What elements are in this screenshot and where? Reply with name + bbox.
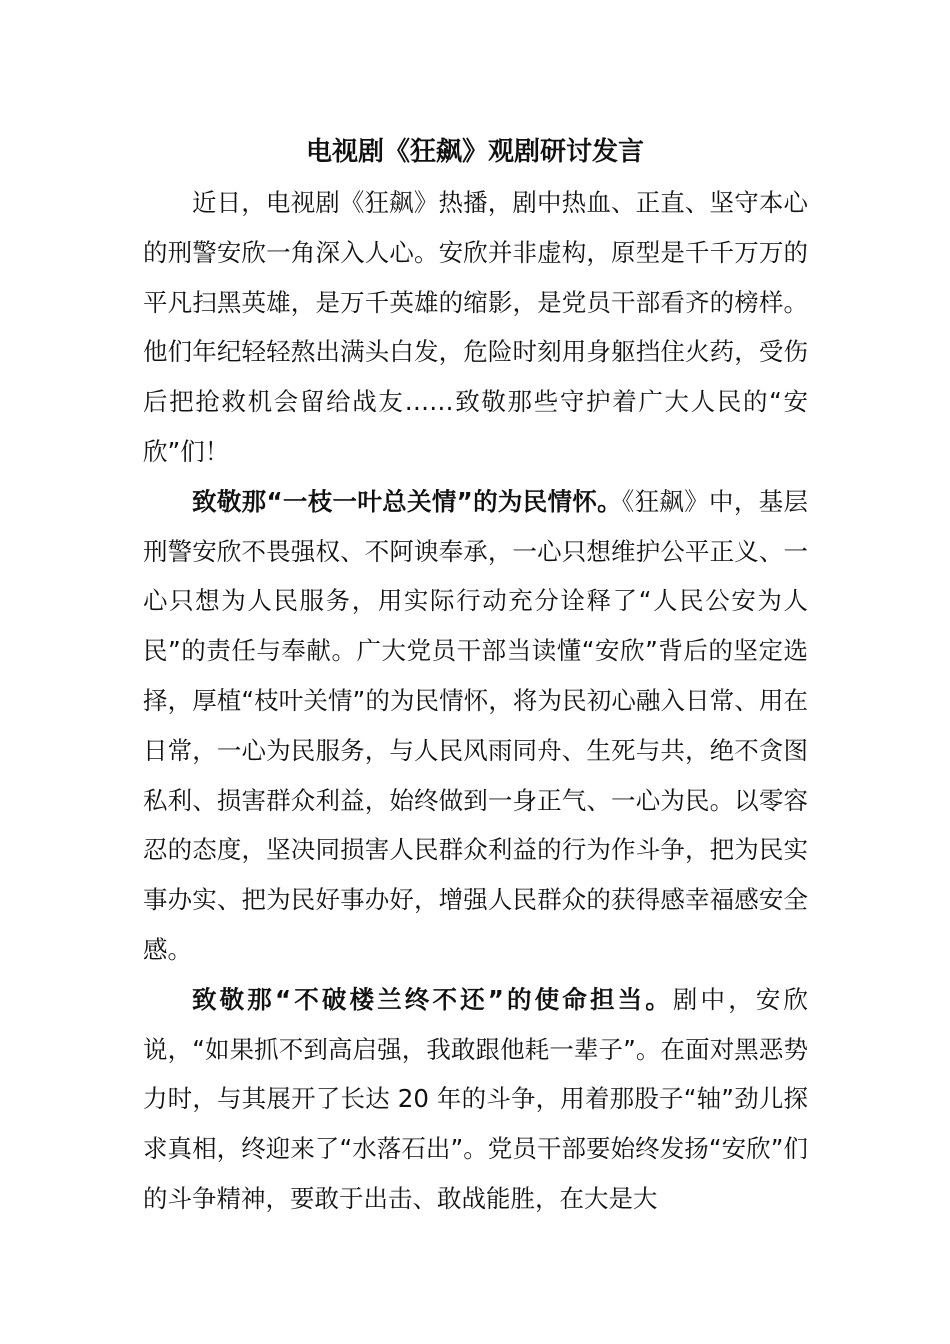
paragraph-lead: 致敬那“一枝一叶总关情”的为民情怀。 xyxy=(192,486,622,516)
paragraph-text: 《狂飙》中，基层刑警安欣不畏强权、不阿谀奉承，一心只想维护公平正义、一心只想为人民服务，用实际行动充分诠释了“人民公安为人民”的责任与奉献。广大党员干部当读懂“安欣”背后的坚定选择，厚植“枝叶关情”的为民情怀，将为民初心融入日常、用在日常，一心为民服务，与人民风雨同舟、生死与共，绝不贪图私利、损害群众利益，始终做到一身正气、一心为民。以零容忍的态度，坚决同损害人民群众利益的行为作斗争，把为民实事办实、把为民好事办好，增强人民群众的获得感幸福感安全感。 xyxy=(143,486,809,964)
document-body xyxy=(143,178,808,1224)
paragraph-people-first xyxy=(143,477,808,975)
paragraph-lead: 致敬那“不破楼兰终不还”的使命担当。 xyxy=(192,984,673,1014)
paragraph-intro xyxy=(143,178,808,477)
paragraph-mission xyxy=(143,975,808,1224)
paragraph-text: 近日，电视剧《狂飙》热播，剧中热血、正直、坚守本心的刑警安欣一角深入人心。安欣并非虚构，原型是千千万万的平凡扫黑英雄，是万千英雄的缩影，是党员干部看齐的榜样。他们年纪轻轻熬出满头白发，危险时刻用身躯挡住火药，受伤后把抢救机会留给战友……致敬那些守护着广大人民的“安欣”们！ xyxy=(143,188,808,466)
document-title: 电视剧《狂飙》观剧研讨发言 xyxy=(305,137,644,167)
paragraph-text: 剧中，安欣说，“如果抓不到高启强，我敢跟他耗一辈子”。在面对黑恶势力时，与其展开了长达 20 年的斗争，用着那股子“轴”劲儿探求真相，终迎来了“水落石出”。党员干部要始终发扬“安欣”们的斗争精神，要敢于出击、敢战能胜，在大是大 xyxy=(143,984,809,1213)
